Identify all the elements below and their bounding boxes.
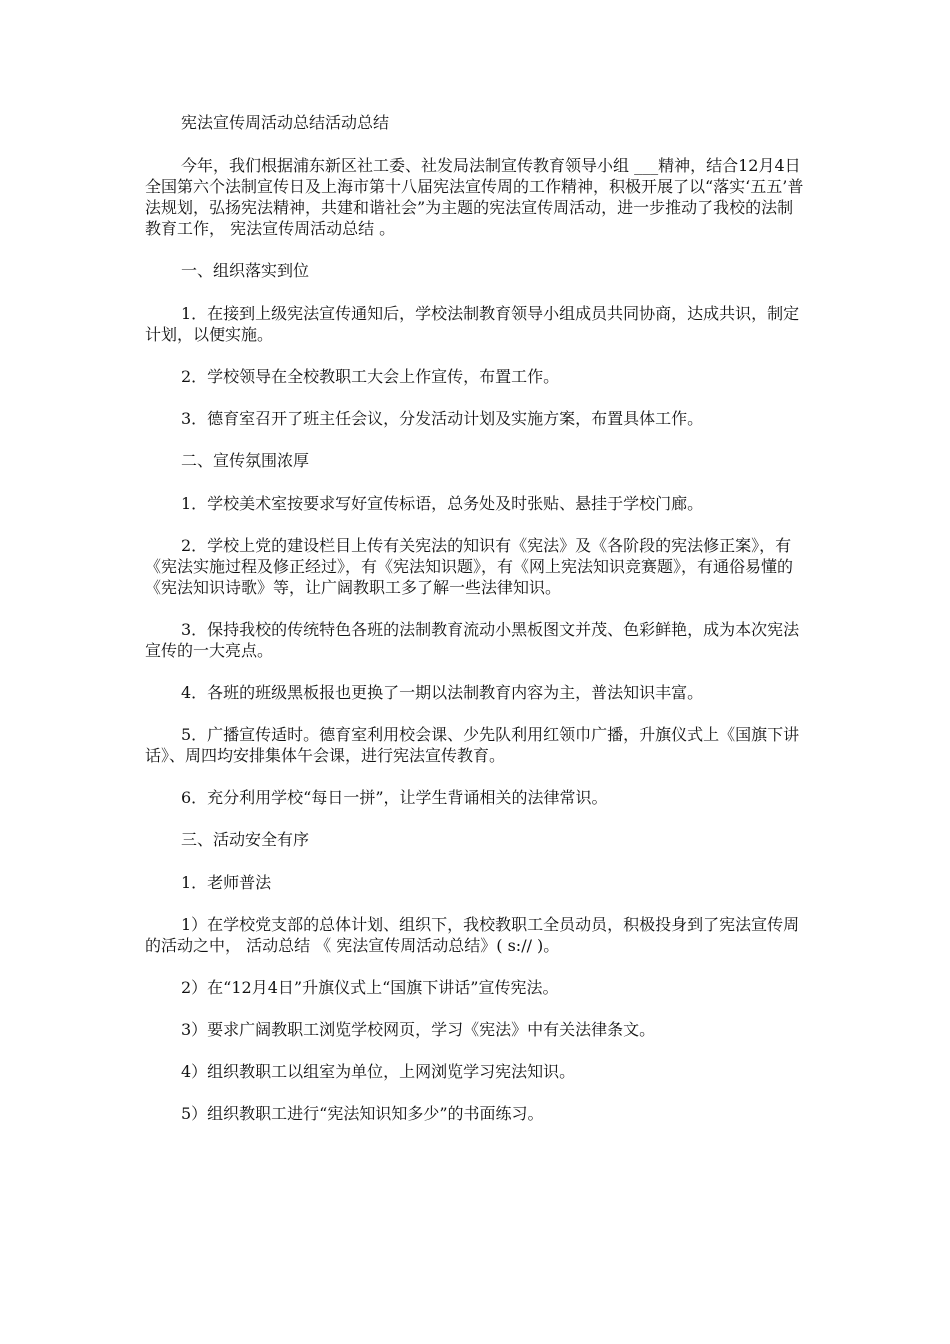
section-3-item-1: 1．老师普法	[181, 873, 272, 892]
section-2-item-3: 3．保持我校的传统特色各班的法制教育流动小黑板图文并茂、色彩鲜艳，成为本次宪法宣传的一大亮点。	[145, 620, 800, 660]
section-3-item-5: 4）组织教职工以组室为单位，上网浏览学习宪法知识。	[181, 1062, 576, 1081]
document-page	[145, 112, 805, 1145]
section-3-item-4: 3）要求广阔教职工浏览学校网页，学习《宪法》中有关法律条文。	[181, 1020, 656, 1039]
section-heading-3: 三、活动安全有序	[181, 830, 310, 849]
section-2-item-5: 5．广播宣传适时。德育室利用校会课、少先队利用红领巾广播，升旗仪式上《国旗下讲话》、周四均安排集体午会课，进行宪法宣传教育。	[145, 725, 800, 765]
section-1-item-2: 2．学校领导在全校教职工大会上作宣传，布置工作。	[181, 367, 560, 386]
section-1-item-3: 3．德育室召开了班主任会议，分发活动计划及实施方案，布置具体工作。	[181, 409, 704, 428]
intro-paragraph: 今年，我们根据浦东新区社工委、社发局法制宣传教育领导小组 ___精神，结合12月4日全国第六个法制宣传日及上海市第十八届宪法宣传周的工作精神，积极开展了以“落实‘五五’普法规划，弘扬宪法精神，共建和谐社会”为主题的宪法宣传周活动，进一步推动了我校的法制教育工作， 宪法宣传周活动总结 。	[145, 156, 804, 238]
section-2-item-1: 1．学校美术室按要求写好宣传标语，总务处及时张贴、悬挂于学校门廊。	[181, 494, 704, 513]
section-1-item-1: 1．在接到上级宪法宣传通知后，学校法制教育领导小组成员共同协商，达成共识，制定 计划，以便实施。	[145, 304, 800, 344]
section-2-item-6: 6．充分利用学校“每日一拼”，让学生背诵相关的法律常识。	[181, 788, 608, 807]
section-3-item-6: 5）组织教职工进行“宪法知识知多少”的书面练习。	[181, 1104, 544, 1123]
section-heading-1: 一、组织落实到位	[181, 261, 310, 280]
section-2-item-4: 4．各班的班级黑板报也更换了一期以法制教育内容为主，普法知识丰富。	[181, 683, 704, 702]
section-heading-2: 二、宣传氛围浓厚	[181, 451, 310, 470]
section-2-item-2: 2．学校上党的建设栏目上传有关宪法的知识有《宪法》及《各阶段的宪法修正案》，有《宪法实施过程及修正经过》，有《宪法知识题》，有《网上宪法知识竞赛题》，有通俗易懂的《宪法知识诗歌》等，让广阔教职工多了解一些法律知识。	[145, 536, 794, 597]
section-3-item-3: 2）在“12月4日”升旗仪式上“国旗下讲话”宣传宪法。	[181, 978, 559, 997]
document-title: 宪法宣传周活动总结活动总结	[181, 113, 390, 132]
section-3-item-2: 1）在学校党支部的总体计划、组织下，我校教职工全员动员，积极投身到了宪法宣传周的活动之中， 活动总结 《 宪法宣传周活动总结》( s:// )。	[145, 915, 800, 955]
